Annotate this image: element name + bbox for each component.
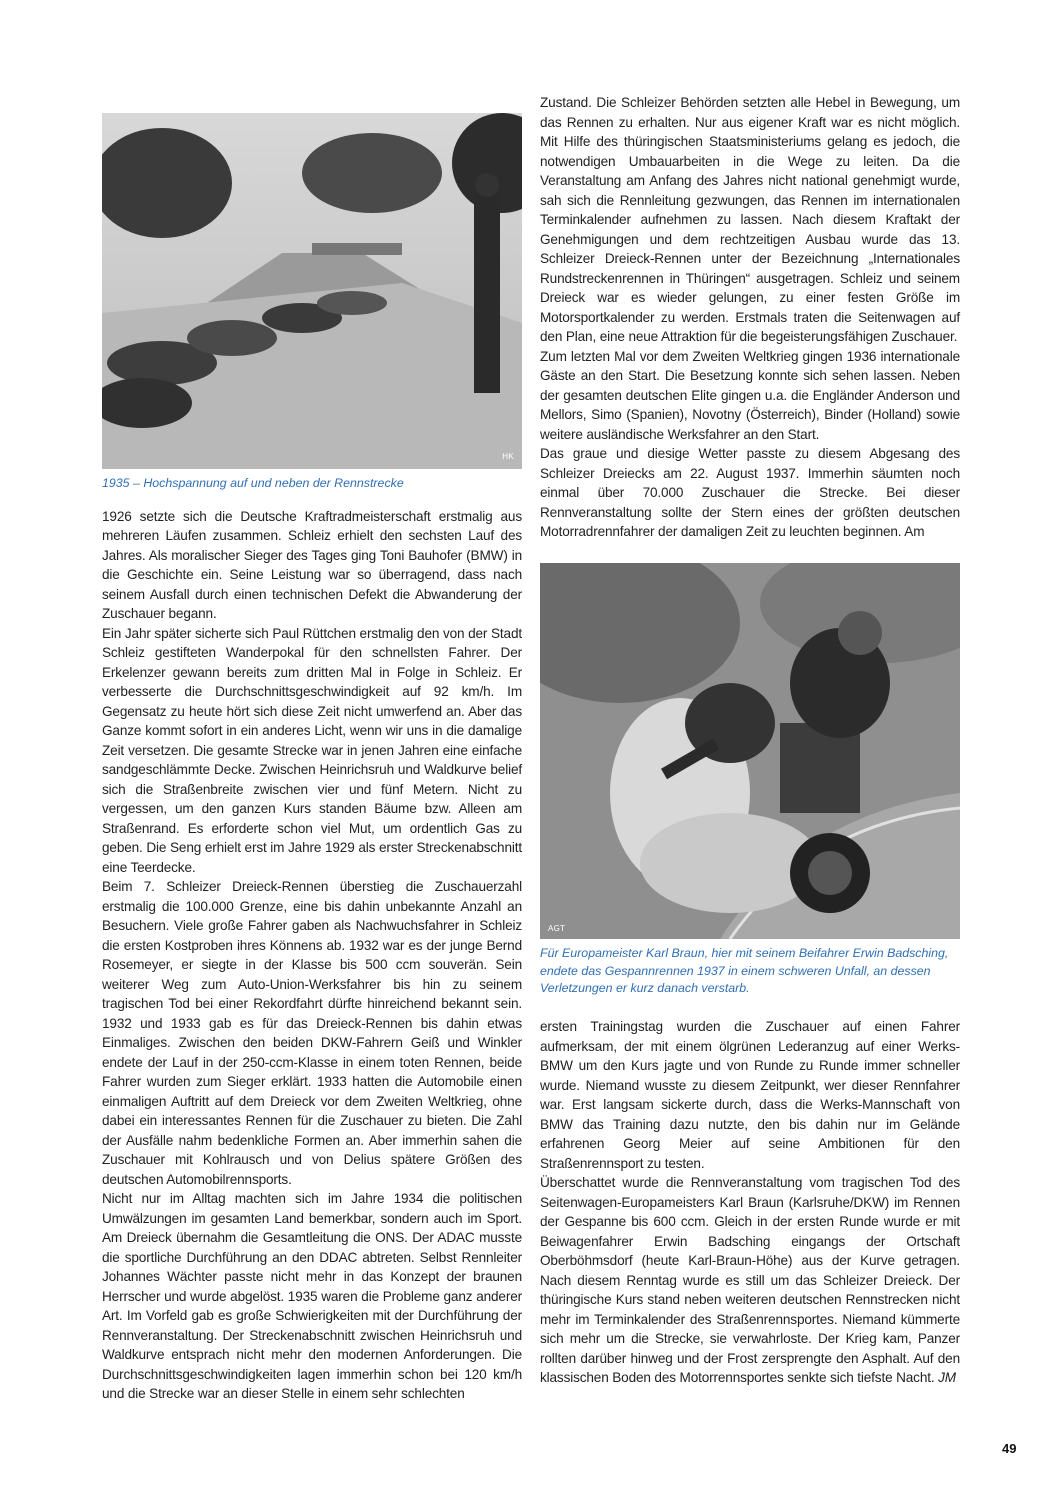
page-number: 49 <box>1002 1441 1017 1456</box>
body-paragraph <box>540 1173 960 1388</box>
body-paragraph: Beim 7. Schleizer Dreieck-Rennen überstieg die Zuschauerzahl erstmalig die 100.000 Grenze, eine bis dahin unbekannte Anzahl an Besuchern. Viele große Fahrer gaben als Nachwuchsfahrer in Schleiz die ersten Kostproben ihres Könnens ab. 1932 war es der junge Bernd Rosemeyer, er siegte in der Klasse bis 500 ccm souverän. Sein weiterer Weg zum Auto-Union-Werksfahrer bis hin zu seinem tragischen Tod bei einer Rekordfahrt dürfte hinreichend bekannt sein. 1932 und 1933 gab es für das Dreieck-Rennen bis dahin etwas Einmaliges. Zwischen den beiden DKW-Fahrern Geiß und Winkler endete der Lauf in der 250-ccm-Klasse in einem toten Rennen, beide Fahrer wurden zum Sieger erklärt. 1933 hatten die Automobile einen einmaligen Auftritt auf dem Dreieck vor dem Zweiten Weltkrieg, ohne dabei ein interessantes Rennen für die Zuschauer zu bieten. Die Zahl der Ausfälle nahm bedenkliche Formen an. Aber immerhin sahen die Zuschauer mit Kohlrausch und von Delius spätere Größen des deutschen Automobilrennsports. <box>102 879 522 1187</box>
photo-1-credit: HK <box>502 452 514 461</box>
body-paragraph: Ein Jahr später sicherte sich Paul Rüttchen erstmalig den von der Stadt Schleiz gestifteten Wanderpokal für den schnellsten Fahrer. Der Erkelenzer gewann bereits zum dritten Mal in Folge in Schleiz. Er verbesserte die Durchschnittsgeschwindigkeit auf 92 km/h. Im Gegensatz zu heute hört sich diese Zeit nicht umwerfend an. Aber das Ganze kommt sofort in ein anderes Licht, wenn wir uns in die damalige Zeit versetzen. Die gesamte Strecke war in jenen Jahren eine einfache sandgeschlämmte Decke. Zwischen Heinrichsruh und Waldkurve belief sich die Straßenbreite zwischen vier und fünf Metern. Nicht zu vergessen, um den ganzen Kurs standen Bäume bzw. Alleen am Straßenrand. Es erforderte schon viel Mut, um ordentlich Gas zu geben. Die Seng erhielt erst im Jahre 1929 als erster Streckenabschnitt eine Teerdecke. <box>102 625 522 875</box>
body-paragraph: Zustand. Die Schleizer Behörden setzten alle Hebel in Bewegung, um das Rennen zu erhalten. Nur aus eigener Kraft war es nicht möglich. Mit Hilfe des thüringischen Staatsministeriums gelang es jedoch, die notwendigen Umbauarbeiten in die Wege zu leiten. Da die Veranstaltung am Anfang des Jahres nicht national genehmigt wurde, sah sich die Rennleitung gezwungen, das Rennen im internationalen Terminkalender aufnehmen zu lassen. Nach diesem Kraftakt der Genehmigungen und dem rechtzeitigen Ausbau wurde das 13. Schleizer Dreieck-Rennen unter der Bezeichnung „Internationales Rundstreckenrennen in Thüringen“ ausgetragen. Schleiz und seinem Dreieck war es wieder gelungen, zu einer festen Größe im Motorsportkalender zu werden. Erstmals traten die Seitenwagen auf den Plan, eine neue Attraktion für die begeisterungsfähigen Zuschauer. <box>540 95 960 344</box>
body-paragraph: Das graue und diesige Wetter passte zu diesem Abgesang des Schleizer Dreiecks am 22. August 1937. Immerhin säumten noch einmal über 70.000 Zuschauer die Strecke. Bei dieser Rennveranstaltung sollte der Stern eines der größten deutschen Motorradrennfahrer der damaligen Zeit zu leuchten beginnen. Am <box>540 446 960 539</box>
photo-sidecar-image <box>540 563 960 939</box>
photo-2-credit: AGT <box>548 924 566 933</box>
body-paragraph-text: Überschattet wurde die Rennveranstaltung vom tragischen Tod des Seitenwagen-Europameisters Karl Braun (Karlsruhe/DKW) im Rennen der Gespanne bis 600 ccm. Gleich in der ersten Runde wurde er mit Beiwagenfahrer Erwin Badsching eingangs der Ortschaft Oberböhmsdorf (heute Karl-Braun-Höhe) aus der Kurve getragen. Nach diesem Renntag wurde es still um das Schleizer Dreieck. Der thüringische Kurs stand neben weiteren deutschen Rennstrecken nicht mehr im Terminkalender des Straßenrennsportes. Niemand kümmerte sich mehr um die Strecke, sie verwahrloste. Der Krieg kam, Panzer rollten darüber hinweg und der Frost zersprengte den Asphalt. Auf den klassischen Boden des Motorrennsportes senkte sich tiefste Nacht. <box>540 1175 960 1385</box>
left-column <box>102 113 522 1404</box>
right-column-top <box>540 93 960 542</box>
photo-1935-spectators <box>102 113 522 469</box>
author-signature: JM <box>938 1370 956 1385</box>
photo-sidecar-race <box>540 563 960 939</box>
right-column-bottom <box>540 1017 960 1388</box>
photo-2-caption: Für Europameister Karl Braun, hier mit seinem Beifahrer Erwin Badsching, endete das Gespannrennen 1937 in einem schweren Unfall, an dessen Verletzungen er kurz danach verstarb. <box>540 946 949 995</box>
photo-1935-image <box>102 113 522 469</box>
body-paragraph: Nicht nur im Alltag machten sich im Jahre 1934 die politischen Umwälzungen im gesamten Land bemerkbar, sondern auch im Sport. Am Dreieck übernahm die Gesamtleitung die ONS. Der ADAC musste die sportliche Durchführung an den DDAC abtreten. Selbst Rennleiter Johannes Wächter passte nicht mehr in das Konzept der braunen Herrscher und wurde abgelöst. 1935 waren die Probleme ganz anderer Art. Im Vorfeld gab es große Schwierigkeiten mit der Durchführung der Rennveranstaltung. Der Streckenabschnitt zwischen Heinrichsruh und Waldkurve entsprach nicht mehr den modernen Anforderungen. Die Durchschnittsgeschwindigkeiten lagen immerhin schon bei 120 km/h und die Strecke war an dieser Stelle in einem sehr schlechten <box>102 1191 522 1401</box>
body-paragraph: ersten Trainingstag wurden die Zuschauer auf einen Fahrer aufmerksam, der mit einem ölgrünen Lederanzug auf einer Werks-BMW um den Kurs jagte und von Runde zu Runde immer schneller wurde. Niemand wusste zu diesem Zeitpunkt, wer dieser Rennfahrer war. Erst langsam sickerte durch, dass die Werks-Mannschaft von BMW das Training dazu nutzte, den bis dahin nur im Gelände erfahrenen Georg Meier auf seine Ambitionen für den Straßenrennsport zu testen. <box>540 1019 960 1171</box>
body-paragraph: 1926 setzte sich die Deutsche Kraftradmeisterschaft erstmalig aus mehreren Läufen zusammen. Schleiz erhielt den sechsten Lauf des Jahres. Als moralischer Sieger des Tages ging Toni Bauhofer (BMW) in die Geschichte ein. Seine Leistung war so überragend, dass nach seinem Ausfall durch einen technischen Defekt die Abwanderung der Zuschauer begann. <box>102 508 522 621</box>
body-paragraph: Zum letzten Mal vor dem Zweiten Weltkrieg gingen 1936 internationale Gäste an den Start. Die Besetzung konnte sich sehen lassen. Neben der gesamten deutschen Elite gingen u.a. die Engländer Anderson und Mellors, Simo (Spanien), Novotny (Österreich), Binder (Holland) sowie weitere ausländische Werksfahrer an den Start. <box>540 348 960 442</box>
photo-1-caption: 1935 – Hochspannung auf und neben der Rennstrecke <box>102 476 404 490</box>
photo-2-block <box>540 563 960 998</box>
